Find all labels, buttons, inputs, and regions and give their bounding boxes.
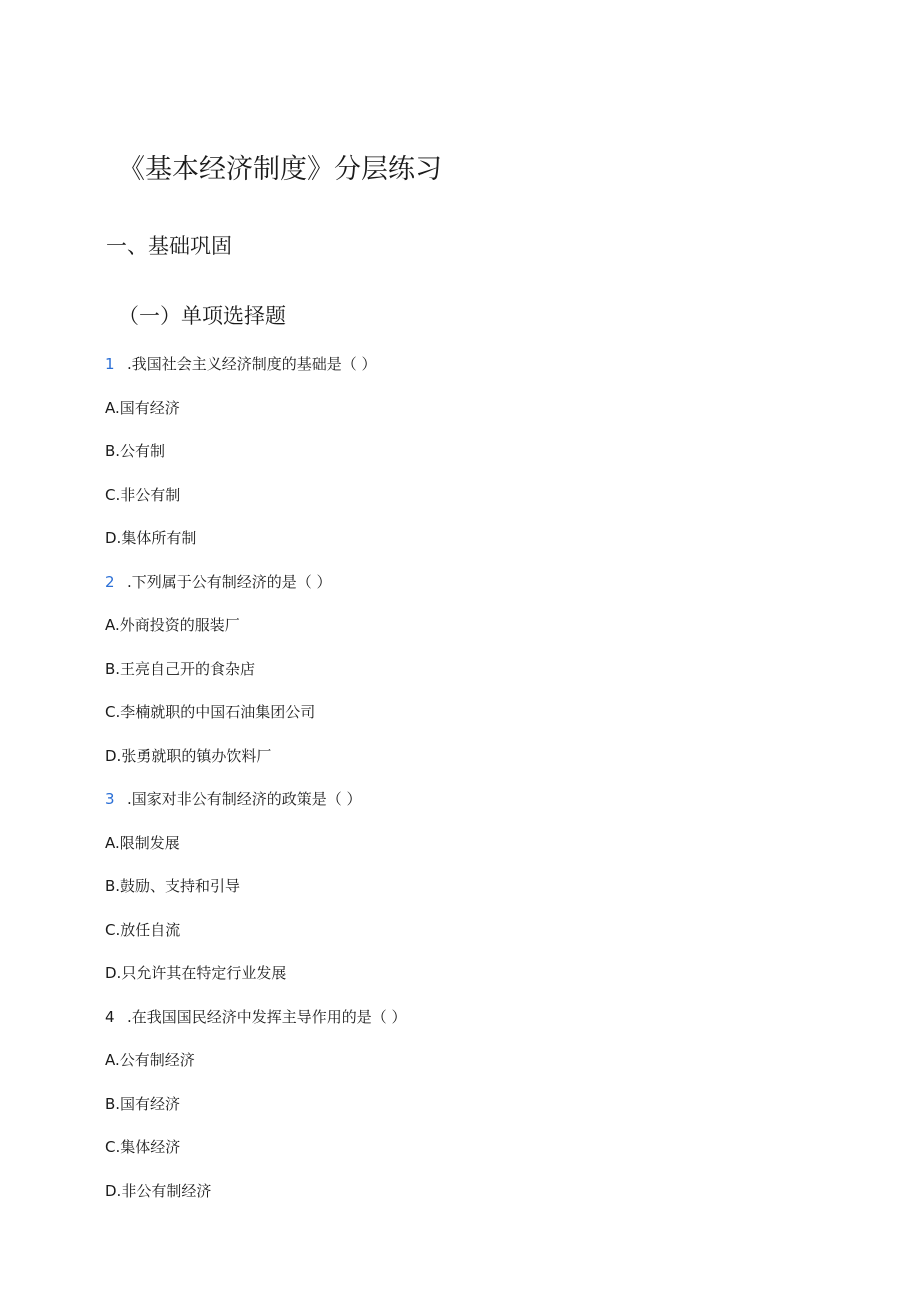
question-1-option-b: B.公有制 xyxy=(105,442,166,460)
question-2-option-a: A.外商投资的服装厂 xyxy=(105,616,240,634)
question-4-option-a: A.公有制经济 xyxy=(105,1051,195,1069)
question-2-option-c: C.李楠就职的中国石油集团公司 xyxy=(105,703,316,721)
question-number: 3 xyxy=(105,790,115,808)
question-3-option-d: D.只允许其在特定行业发展 xyxy=(105,964,287,982)
question-1-option-d: D.集体所有制 xyxy=(105,529,197,547)
question-3-option-b: B.鼓励、支持和引导 xyxy=(105,877,241,895)
question-text: .我国社会主义经济制度的基础是（ ） xyxy=(127,355,377,373)
question-text: .在我国国民经济中发挥主导作用的是（ ） xyxy=(127,1007,407,1026)
question-number: 2 xyxy=(105,572,115,591)
question-list xyxy=(105,351,885,1221)
question-number: 1 xyxy=(105,355,115,373)
question-3-option-a: A.限制发展 xyxy=(105,833,180,852)
document-title: 《基本经济制度》分层练习 xyxy=(118,154,442,185)
question-2-option-d: D.张勇就职的镇办饮料厂 xyxy=(105,746,272,765)
question-3-stem xyxy=(105,786,885,830)
question-number: 4 xyxy=(105,1007,115,1026)
question-1-option-a: A.国有经济 xyxy=(105,398,180,417)
subsection-heading: （一）单项选择题 xyxy=(118,304,286,328)
question-3-option-c: C.放任自流 xyxy=(105,920,181,939)
question-1-stem xyxy=(105,351,885,395)
question-4-option-c: C.集体经济 xyxy=(105,1138,181,1156)
question-2-option-b: B.王亮自己开的食杂店 xyxy=(105,659,256,678)
question-4-stem xyxy=(105,1004,885,1048)
question-2-stem xyxy=(105,569,885,613)
section-heading: 一、基础巩固 xyxy=(106,234,232,258)
question-text: .国家对非公有制经济的政策是（ ） xyxy=(127,790,362,808)
question-4-option-d: D.非公有制经济 xyxy=(105,1181,212,1200)
question-4-option-b: B.国有经济 xyxy=(105,1094,181,1113)
question-text: .下列属于公有制经济的是（ ） xyxy=(127,572,332,591)
question-1-option-c: C.非公有制 xyxy=(105,485,181,504)
